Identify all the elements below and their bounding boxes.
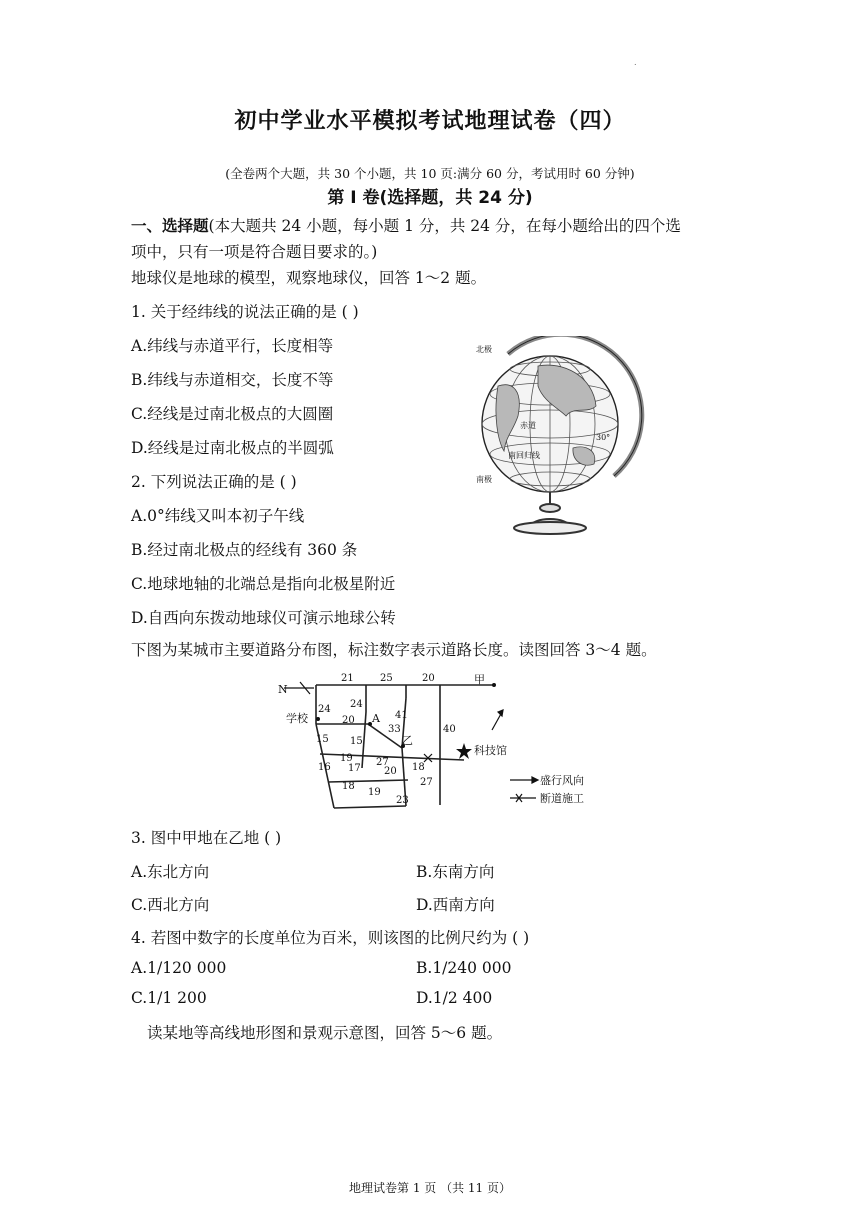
road-length: 17 [348,763,361,774]
exam-note: (全卷两个大题，共 30 个小题，共 10 页:满分 60 分，考试用时 60 分钟) [225,166,635,181]
group3-lead: 读某地等高线地形图和景观示意图，回答 5～6 题。 [147,1024,503,1042]
q1-option-c: C.经线是过南北极点的大圆圈 [131,405,334,423]
road-length: 25 [380,673,393,684]
part-title: 第 I 卷(选择题，共 24 分) [327,188,533,208]
exam-title: 初中学业水平模拟考试地理试卷（四） [234,109,626,134]
road-length: 33 [388,724,401,735]
label-north-pole: 北极 [476,345,492,354]
q1-option-a: A.纬线与赤道平行，长度相等 [131,337,334,355]
road-length: 24 [350,699,363,710]
section-intro-2: 项中，只有一项是符合题目要求的。) [131,243,378,261]
road-length: 20 [384,766,397,777]
section-intro [131,214,681,236]
road-length: 20 [342,715,355,726]
group2-lead: 下图为某城市主要道路分布图，标注数字表示道路长度。读图回答 3～4 题。 [131,641,657,659]
q2-option-d: D.自西向东拨动地球仪可演示地球公转 [131,609,396,627]
road-length: 18 [342,781,355,792]
q2-option-c: C.地球地轴的北端总是指向北极星附近 [131,575,396,593]
north-arrow-label: N [278,683,288,696]
road-length: 16 [318,762,331,773]
road-length: 27 [420,777,433,788]
label-a: A [372,712,380,725]
label-school: 学校 [286,712,308,725]
road-length: 19 [368,787,381,798]
label-30-deg: 30° [596,433,611,442]
road-length: 20 [422,673,435,684]
museum-star-icon [456,743,472,759]
q2-option-b: B.经过南北极点的经线有 360 条 [131,541,358,559]
road-length: 15 [316,734,329,745]
road-map [278,668,608,810]
label-museum: 科技馆 [474,744,507,757]
q4-option-b: B.1/240 000 [416,959,512,977]
legend-blocked: 断道施工 [540,792,584,805]
road-length: 27 [376,757,389,768]
q4-option-c: C.1/1 200 [131,989,207,1007]
road-length: 24 [318,704,331,715]
label-jia: 甲 [474,673,485,686]
road-length: 40 [443,724,456,735]
q4-stem: 4. 若图中数字的长度单位为百米，则该图的比例尺约为 ( ) [131,929,530,947]
legend-wind: 盛行风向 [540,774,584,787]
globe-figure [468,336,648,536]
q4-option-a: A.1/120 000 [131,959,227,977]
q3-stem: 3. 图中甲地在乙地 ( ) [131,829,282,847]
group1-lead: 地球仪是地球的模型，观察地球仪，回答 1～2 题。 [131,269,487,287]
label-yi: 乙 [402,734,413,747]
q2-option-a: A.0°纬线又叫本初子午线 [131,507,305,525]
q3-option-c: C.西北方向 [131,896,210,914]
road-length: 23 [396,795,409,806]
label-equator: 赤道 [520,421,536,430]
label-tropic: 南回归线 [508,451,540,460]
q3-option-a: A.东北方向 [131,863,210,881]
q1-option-d: D.经线是过南北极点的半圆弧 [131,439,334,457]
q4-option-d: D.1/2 400 [416,989,493,1007]
q2-stem: 2. 下列说法正确的是 ( ) [131,473,297,491]
label-south-pole: 南极 [476,475,492,484]
page-footer: 地理试卷第 1 页 （共 11 页） [349,1181,511,1195]
q3-option-d: D.西南方向 [416,896,495,914]
road-length: 19 [340,753,353,764]
road-length: 41 [395,710,408,721]
q1-option-b: B.纬线与赤道相交，长度不等 [131,371,334,389]
road-length: 21 [341,673,354,684]
section-intro-1: (本大题共 24 小题，每小题 1 分，共 24 分，在每小题给出的四个选 [208,217,681,235]
corner-mark: . [634,58,637,67]
q1-stem: 1. 关于经纬线的说法正确的是 ( ) [131,303,359,321]
road-length: 18 [412,762,425,773]
q3-option-b: B.东南方向 [416,863,495,881]
road-length: 15 [350,736,363,747]
section-label: 一、选择题 [131,217,209,235]
